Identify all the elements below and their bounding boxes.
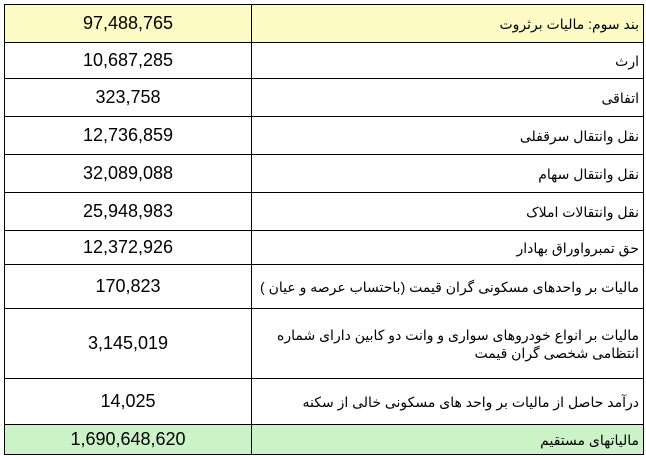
- row-value: 25,948,983: [5, 193, 252, 231]
- header-value: 97,488,765: [5, 5, 252, 43]
- row-label: نقل وانتقالات املاک: [252, 193, 644, 231]
- table-row: [5, 265, 644, 309]
- total-label: مالیاتهای مستقیم: [252, 425, 644, 455]
- table-row: [5, 155, 644, 193]
- table-row: [5, 379, 644, 425]
- row-label: نقل وانتقال سهام: [252, 155, 644, 193]
- tax-revenue-table: [4, 4, 644, 455]
- header-label: بند سوم: مالیات برثروت: [252, 5, 644, 43]
- row-value: 32,089,088: [5, 155, 252, 193]
- row-value: 323,758: [5, 79, 252, 117]
- total-value: 1,690,648,620: [5, 425, 252, 455]
- row-value: 3,145,019: [5, 309, 252, 379]
- table-row: [5, 193, 644, 231]
- table-header-row: [5, 5, 644, 43]
- row-value: 10,687,285: [5, 43, 252, 79]
- table-row: [5, 79, 644, 117]
- table-row: [5, 309, 644, 379]
- row-label: ارث: [252, 43, 644, 79]
- row-label: نقل وانتقال سرقفلی: [252, 117, 644, 155]
- row-label: اتفاقی: [252, 79, 644, 117]
- table-row: [5, 43, 644, 79]
- row-value: 12,372,926: [5, 231, 252, 265]
- row-value: 170,823: [5, 265, 252, 309]
- row-label: درآمد حاصل از مالیات بر واحد های مسکونی خالی از سکنه: [252, 379, 644, 425]
- row-value: 12,736,859: [5, 117, 252, 155]
- row-label: مالیات بر واحدهای مسکونی گران قیمت (باحتساب عرصه و عیان ): [252, 265, 644, 309]
- row-value: 14,025: [5, 379, 252, 425]
- table-row: [5, 117, 644, 155]
- table-row: [5, 231, 644, 265]
- row-label: حق تمبرواوراق بهادار: [252, 231, 644, 265]
- table-total-row: [5, 425, 644, 455]
- row-label: مالیات بر انواع خودروهای سواری و وانت دو کابین دارای شماره انتظامی شخصی گران قیمت: [252, 309, 644, 379]
